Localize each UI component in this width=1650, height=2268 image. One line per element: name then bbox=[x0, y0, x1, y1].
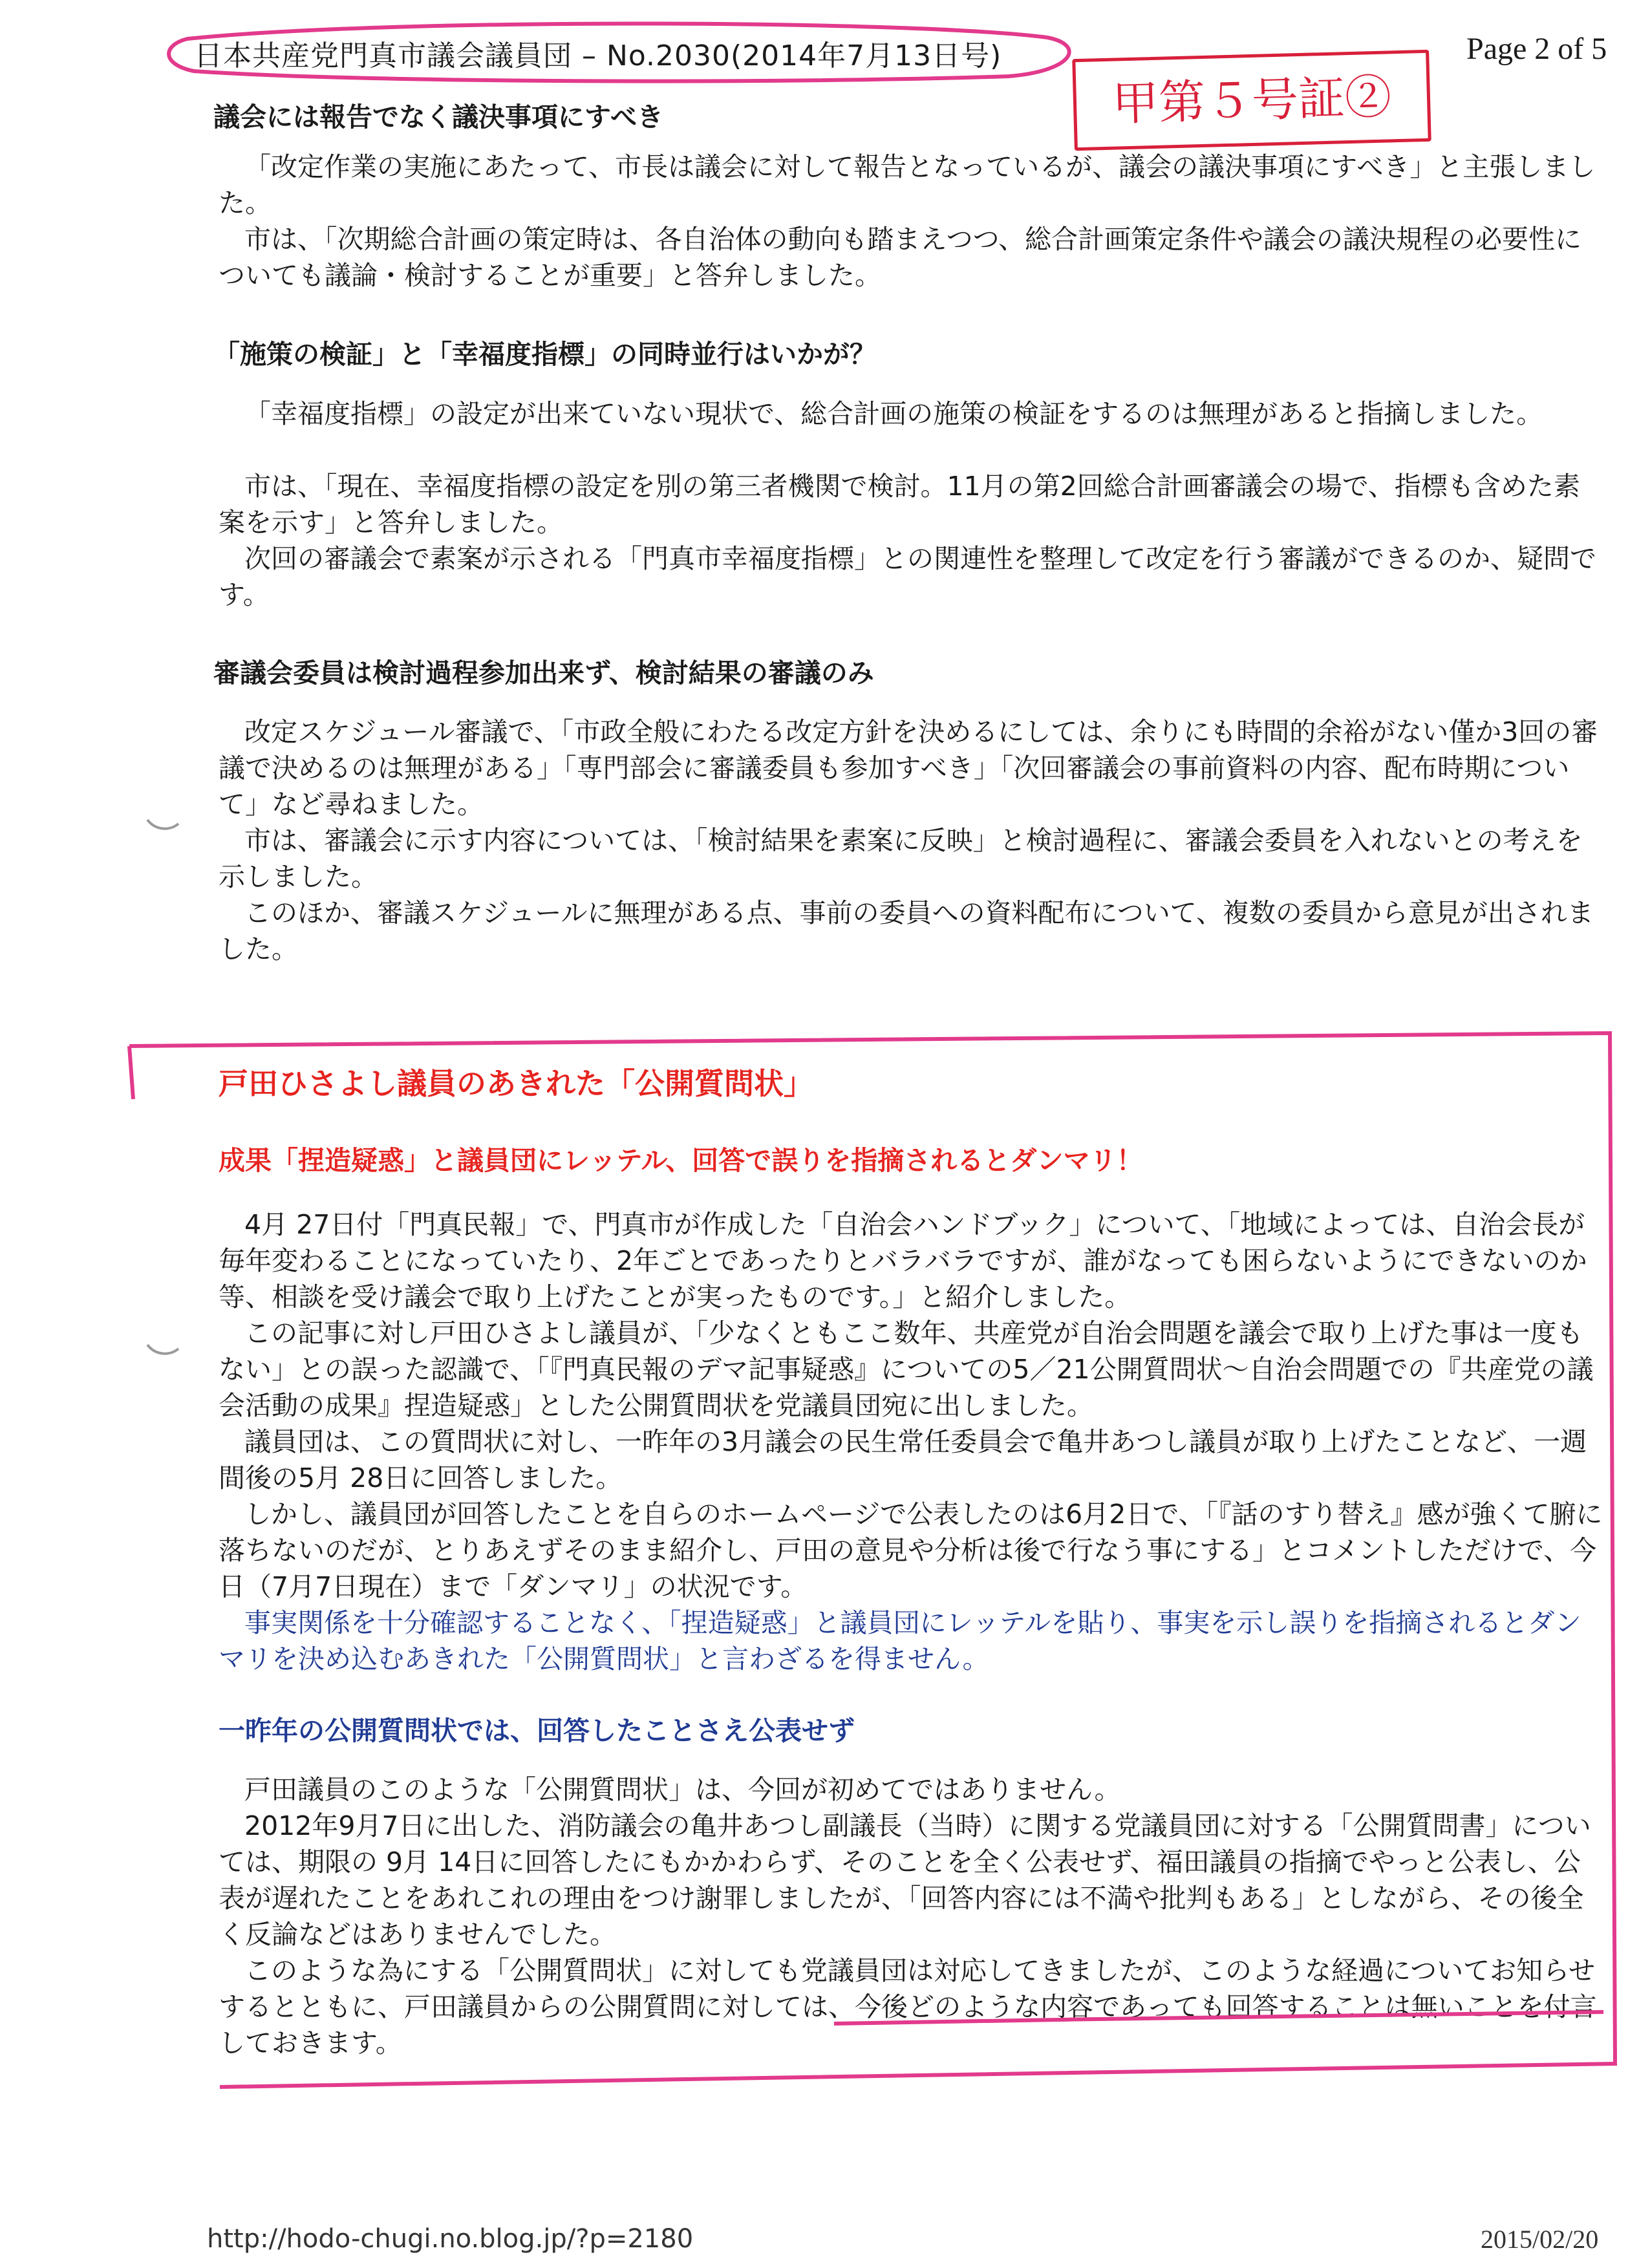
paragraph: 市は、「現在、幸福度指標の設定を別の第三者機関で検討。11月の第2回総合計画審議会の場で、指標も含めた素案を示す」と答弁しました。 bbox=[219, 471, 1580, 538]
footer-date: 2015/02/20 bbox=[1481, 2225, 1599, 2254]
article-paragraph: 2012年9月7日に出した、消防議会の亀井あつし副議長（当時）に関する党議員団に対する「公開質問書」については、期限の 9月 14日に回答したにもかかわらず、そのことを全く公表せず、福田議員の指摘でやっと公表し、公表が遅れたことをあれこれの理由をつけ謝罪しましたが、「回答内容には不満や批判もある」としながら、その後全く反論などはありませんでした。 bbox=[219, 1810, 1591, 1950]
page-number: Page 2 of 5 bbox=[1466, 32, 1607, 66]
article-title: 戸田ひさよし議員のあきれた「公開質問状」 bbox=[219, 1066, 813, 1101]
paragraph: 「改定作業の実施にあたって、市長は議会に対して報告となっているが、議会の議決事項にすべき」と主張しました。 bbox=[219, 151, 1596, 219]
scan-mark bbox=[147, 820, 178, 829]
article-subheading: 一昨年の公開質問状では、回答したことさえ公表せず bbox=[219, 1715, 855, 1746]
section-heading-2: 「施策の検証」と「幸福度指標」の同時並行はいかが？ bbox=[213, 339, 876, 370]
article-subtitle: 成果「捏造疑惑」と議員団にレッテル、回答で誤りを指摘されるとダンマリ！ bbox=[219, 1145, 1143, 1176]
paragraph: 市は、審議会に示す内容については、「検討結果を素案に反映」と検討過程に、審議会委員を入れないとの考えを示しました。 bbox=[219, 825, 1583, 892]
paragraph: 改定スケジュール審議で、「市政全般にわたる改定方針を決めるにしては、余りにも時間的余裕がない僅か3回の審議で決めるのは無理がある」「専門部会に審議委員も参加すべき」「次回審議会の事前資料の内容、配布時期について」など尋ねました。 bbox=[219, 716, 1598, 820]
article-paragraph-highlight: 事実関係を十分確認することなく、「捏造疑惑」と議員団にレッテルを貼り、事実を示し誤りを指摘されるとダンマリを決め込むあきれた「公開質問状」と言わざるを得ません。 bbox=[219, 1607, 1581, 1674]
article-paragraph: この記事に対し戸田ひさよし議員が、「少なくともここ数年、共産党が自治会問題を議会で取り上げた事は一度もない」との誤った認識で、「『門真民報のデマ記事疑惑』についての5／21公開質問状～自治会問題での『共産党の議会活動の成果』捏造疑惑」とした公開質問状を党議員団宛に出しました。 bbox=[219, 1318, 1594, 1421]
scan-mark bbox=[147, 1345, 178, 1354]
header-title: 日本共産党門真市議会議員団 – No.2030(2014年7月13日号) bbox=[194, 39, 1002, 72]
section-heading-3: 審議会委員は検討過程参加出来ず、検討結果の審議のみ bbox=[213, 658, 874, 689]
paragraph: 市は、「次期総合計画の策定時は、各自治体の動向も踏まえつつ、総合計画策定条件や議会の議決規程の必要性についても議論・検討することが重要」と答弁しました。 bbox=[219, 224, 1582, 291]
paragraph: このほか、審議スケジュールに無理がある点、事前の委員への資料配布について、複数の委員から意見が出されました。 bbox=[219, 897, 1594, 965]
paragraph: 次回の審議会で素案が示される「門真市幸福度指標」との関連性を整理して改定を行う審議ができるのか、疑問です。 bbox=[219, 543, 1596, 610]
article-paragraph: 4月 27日付「門真民報」で、門真市が作成した「自治会ハンドブック」について、「地域によっては、自治会長が毎年変わることになっていたり、2年ごとであったりとバラバラですが、誰がなっても困らないようにできないのか等、相談を受け議会で取り上げたことが実ったものです。」と紹介しました。 bbox=[219, 1209, 1587, 1312]
footer-url: http://hodo-chugi.no.blog.jp/?p=2180 bbox=[207, 2224, 694, 2254]
article-paragraph: 議員団は、この質問状に対し、一昨年の3月議会の民生常任委員会で亀井あつし議員が取り上げたことなど、一週間後の5月 28日に回答しました。 bbox=[219, 1426, 1587, 1493]
section-heading-1: 議会には報告でなく議決事項にすべき bbox=[213, 102, 664, 133]
article-paragraph: 戸田議員のこのような「公開質問状」は、今回が初めてではありません。 bbox=[244, 1774, 1121, 1805]
paragraph: 「幸福度指標」の設定が出来ていない現状で、総合計画の施策の検証をするのは無理があると指摘しました。 bbox=[244, 398, 1543, 429]
article-paragraph: このような為にする「公開質問状」に対しても党議員団は対応してきましたが、このような経過についてお知らせするとともに、戸田議員からの公開質問に対しては、今後どのような内容であっても回答することは無いことを付言しておきます。 bbox=[219, 1955, 1597, 2059]
article-paragraph: しかし、議員団が回答したことを自らのホームページで公表したのは6月2日で、「『話のすり替え』感が強くて腑に落ちないのだが、とりあえずそのまま紹介し、戸田の意見や分析は後で行なう事にする」とコメントしただけで、今日（7月7日現在）まで「ダンマリ」の状況です。 bbox=[219, 1499, 1603, 1602]
evidence-stamp: 甲第５号証② bbox=[1072, 50, 1431, 151]
